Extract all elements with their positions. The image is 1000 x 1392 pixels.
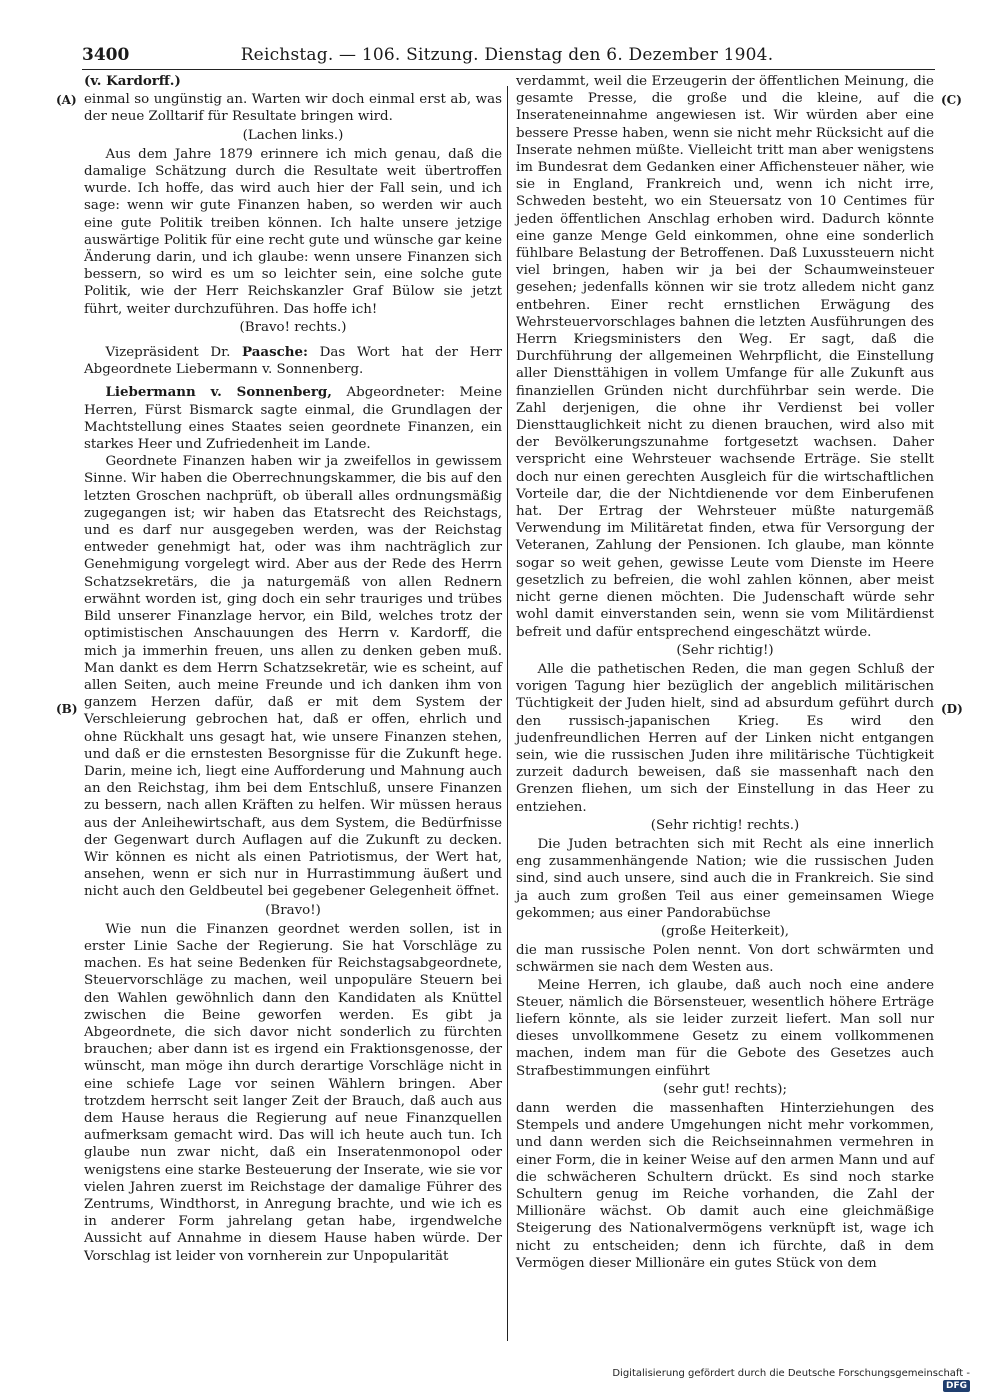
paragraph: Aus dem Jahre 1879 erinnere ich mich genau, daß die damalige Schätzung durch die Resultate weit übertroffen wurde. Ich hoffe, das wird auch hier der Fall sein, und ich sage: wenn wir gute Finanzen haben, so werden wir auch eine gute Politik treiben können. Ich halte unsere jetzige auswärtige Politik für eine recht gute und wünsche gar keine Änderung darin, und ich glaube: wenn unsere Finanzen sich bessern, so wird es um so leichter sein, eine solche gute Politik, wie der Herr Reichskanzler Graf Bülow sie jetzt führt, weiter durchzuführen. Das hoffe ich!	[84, 146, 502, 317]
speaker-name: Liebermann v. Sonnenberg,	[105, 384, 332, 401]
paragraph: Wie nun die Finanzen geordnet werden sollen, ist in erster Linie Sache der Regierung. Sie hat Vorschläge zu machen. Es hat seine Bedenken für Reichstagsabgeordnete, Steuervorschläge zu machen, weil unpopuläre Steuern bei den Wahlen gewöhnlich dann den Kandidaten als Knüttel zwischen die Beine geworfen werden. Es gibt ja Abgeordnete, die sich davor nicht sonderlich zu fürchten brauchen; aber dann ist es irgend ein Fraktionsgenosse, der wünscht, man möge ihn durch derartige Vorschläge nicht in eine schiefe Lage vor seinen Wählern bringen. Aber trotzdem herrscht seit langer Zeit der Brauch, daß auch aus dem Hause heraus die Regierung auf neue Finanzquellen aufmerksam gemacht wird. Das will ich heute auch tun. Ich glaube nun zwar nicht, daß ein Inseratenmonopol oder wenigstens eine starke Besteuerung der Inserate, wie sie vor vielen Jahren zuerst im Reichstage der damalige Führer des Zentrums, Windthorst, in Anregung brachte, und wie ich es in anderer Form jahrelang getan habe, irgendwelche Aussicht auf Annahme in diesem Hause haben würde. Der Vorschlag ist leider von vornherein zur Unpopularität	[84, 921, 502, 1264]
speaker-label: (v. Kardorff.)	[84, 73, 181, 89]
running-head: Reichstag. — 106. Sitzung. Dienstag den 6. Dezember 1904.	[240, 45, 774, 65]
paragraph: Die Juden betrachten sich mit Recht als eine innerlich eng zusammenhängende Nation; wie die russischen Juden sind, sind auch unsere, sind auch die in Frankreich. Sie sind ja auch zum großen Teil aus einer gemeinsamen Wiege gekommen; aus einer Pandorabüchse	[516, 836, 934, 921]
vp-name: Paasche:	[242, 344, 308, 361]
vice-president-statement	[84, 344, 502, 378]
margin-marker-c: (C)	[941, 93, 962, 107]
vp-text: Das Wort hat der Herr Abgeordnete Liebermann v. Sonnenberg.	[84, 345, 502, 378]
reaction: (Lachen links.)	[242, 127, 344, 143]
left-column	[84, 73, 502, 1265]
digitization-footer	[600, 1368, 970, 1392]
paragraph: die man russische Polen nennt. Von dort schwärmten und schwärmen sie nach dem Westen aus.	[516, 943, 934, 976]
column-rule	[507, 86, 508, 1341]
reaction: (Bravo!)	[265, 902, 321, 918]
page-number: 3400	[82, 45, 130, 65]
reaction: (sehr gut! rechts);	[663, 1081, 787, 1097]
paragraph: dann werden die massenhaften Hinterziehungen des Stempels und andere Umgehungen nicht mehr vorkommen, und dann werden sich die Reichseinnahmen vermehren in einer Form, die in keiner Weise auf den armen Mann und auf die schwächeren Schultern drückt. Es sind noch starke Schultern genug im Reiche vorhanden, die Zahl der Millionäre wächst. Ob damit auch eine gleichmäßige Steigerung des Nationalvermögens verknüpft ist, wage ich nicht zu entscheiden; denn ich fürchte, daß in dem Vermögen dieser Millionäre ein gutes Stück von dem	[516, 1100, 934, 1271]
right-column	[516, 73, 934, 1272]
reaction: (Sehr richtig! rechts.)	[650, 817, 800, 833]
reaction: (Bravo! rechts.)	[239, 319, 347, 335]
footer-text: Digitalisierung gefördert durch die Deutsche Forschungsgemeinschaft -	[612, 1368, 970, 1379]
speaker-statement	[84, 384, 502, 453]
reaction: (große Heiterkeit),	[660, 923, 790, 939]
speaker-text: Abgeordneter: Meine Herren, Fürst Bismarck sagte einmal, die Grundlagen der Machtstellung eines Staates seien geordnete Finanzen, ein starkes Heer und Zufriedenheit im Lande.	[84, 385, 502, 453]
header-rule	[82, 69, 935, 70]
margin-marker-d: (D)	[941, 702, 963, 716]
dfg-logo: DFG	[943, 1380, 970, 1392]
paragraph: einmal so ungünstig an. Warten wir doch einmal erst ab, was der neue Zolltarif für Resultate bringen wird.	[84, 92, 502, 125]
vp-prefix: Vizepräsident Dr.	[105, 345, 243, 361]
margin-marker-a: (A)	[56, 93, 77, 107]
margin-marker-b: (B)	[56, 702, 78, 716]
paragraph: Alle die pathetischen Reden, die man gegen Schluß der vorigen Tagung hier bezüglich der angeblich militärischen Tüchtigkeit der Juden hielt, sind ad absurdum geführt durch den russisch-japanischen Krieg. Es wird den judenfreundlichen Herren auf der Linken nicht entgangen sein, wie die russischen Juden ihre militärische Tüchtigkeit zurzeit dadurch beweisen, daß sie massenhaft nach den Grenzen fliehen, um sich der Einstellung in das Heer zu entziehen.	[516, 661, 934, 815]
paragraph: Meine Herren, ich glaube, daß auch noch eine andere Steuer, nämlich die Börsensteuer, wesentlich höhere Erträge liefern könnte, als sie leider zurzeit liefert. Man soll nur dieses unvollkommene Gesetz zu einem vollkommenen machen, indem man für die Gebote des Gesetzes auch Strafbestimmungen einführt	[516, 977, 934, 1079]
paragraph: verdammt, weil die Erzeugerin der öffentlichen Meinung, die gesamte Presse, die große und die kleine, auf die Inserateneinnahme angewiesen ist. Wir würden aber eine bessere Presse haben, wenn sie nicht mehr Rücksicht auf die Inserate nehmen müßte. Vielleicht tritt man aber wenigstens im Bundesrat dem Gedanken einer Affichensteuer näher, wie sie in England, Frankreich und, wenn ich nicht irre, Schweden besteht, wo ein Steuersatz von 10 Centimes für jeden öffentlichen Anschlag erhoben wird. Dadurch könnte eine ganze Menge Geld einkommen, ohne eine sonderlich fühlbare Belastung der Betroffenen. Daß Luxussteuern nicht viel bringen, haben wir ja bei der Schaumweinsteuer gesehen; jedenfalls können wir sie trotz alledem nicht ganz entbehren. Einer recht ernstlichen Erwägung des Wehrsteuervorschlages bahnen die letzten Ausführungen des Herrn Kriegsministers den Weg. Er sagt, daß die Durchführung der allgemeinen Wehrpflicht, die Einstellung aller Diensttähigen in vollem Umfange für alle Zukunft aus finanziellen Gründen nicht durchführbar sein werde. Die Zahl derjenigen, die ohne ihr Verdienst bei voller Diensttauglichkeit nicht zu dienen brauchen, wird also mit der Bevölkerungszunahme fortgesetzt wachsen. Daher verspricht eine Wehrsteuer wachsende Erträge. Sie stellt doch nur einen gerechten Ausgleich für die wirtschaftlichen Vorteile dar, die der Nichtdienende vor dem Einberufenen hat. Der Ertrag der Wehrsteuer müßte naturgemäß Verwendung im Militäretat finden, etwa für Versorgung der Veteranen, Zahlung der Pensionen. Ich glaube, man könnte sogar so weit gehen, gewisse Leute vom Dienste im Heere gesetzlich zu befreien, die wohl zahlen können, aber meist nicht gerne dienen möchten. Die Judenschaft würde sehr wohl damit einverstanden sein, wenn sie vom Militärdienst befreit und dafür entsprechend eingeschätzt würde.	[516, 74, 934, 640]
paragraph: Geordnete Finanzen haben wir ja zweifellos in gewissem Sinne. Wir haben die Oberrechnungskammer, die bis auf den letzten Groschen nachprüft, ob überall alles ordnungsmäßig zugegangen ist; wir haben das Etatsrecht des Reichstags, und es darf nur ausgegeben werden, was der Reichstag entweder genehmigt hat, oder was ihm nachträglich zur Genehmigung vorgelegt wird. Aber aus der Rede des Herrn Schatzsekretärs, die ja naturgemäß von allen Rednern erwähnt worden ist, ging doch ein sehr trauriges und trübes Bild unserer Finanzlage hervor, ein Bild, welches trotz der optimistischen Anschauungen des Herrn v. Kardorff, die mich ja immerhin freuen, uns allen zu denken geben muß. Man dankt es dem Herrn Schatzsekretär, wie es scheint, auf allen Seiten, auch meine Freunde und ich danken ihm von ganzem Herzen dafür, daß er mit dem System der Verschleierung gebrochen hat, daß er offen, ehrlich und ohne Rückhalt uns gesagt hat, wie unsere Finanzen stehen, und daß er die ernstesten Besorgnisse für die Zukunft hege. Darin, meine ich, liegt eine Aufforderung und Mahnung auch an den Reichstag, ihm bei dem Entschluß, unsere Finanzen zu bessern, nach allen Kräften zu helfen. Wir müssen heraus aus der Anleihewirtschaft, aus dem System, die Bedürfnisse der Gegenwart durch Auflagen auf die Zukunft zu decken. Wir können es nicht als einen Patriotismus, der Wert hat, ansehen, wenn er sich nur in Hurrastimmung äußert und nicht auch den Geldbeutel bei gegebener Gelegenheit öffnet.	[84, 454, 502, 900]
reaction: (Sehr richtig!)	[676, 642, 774, 658]
